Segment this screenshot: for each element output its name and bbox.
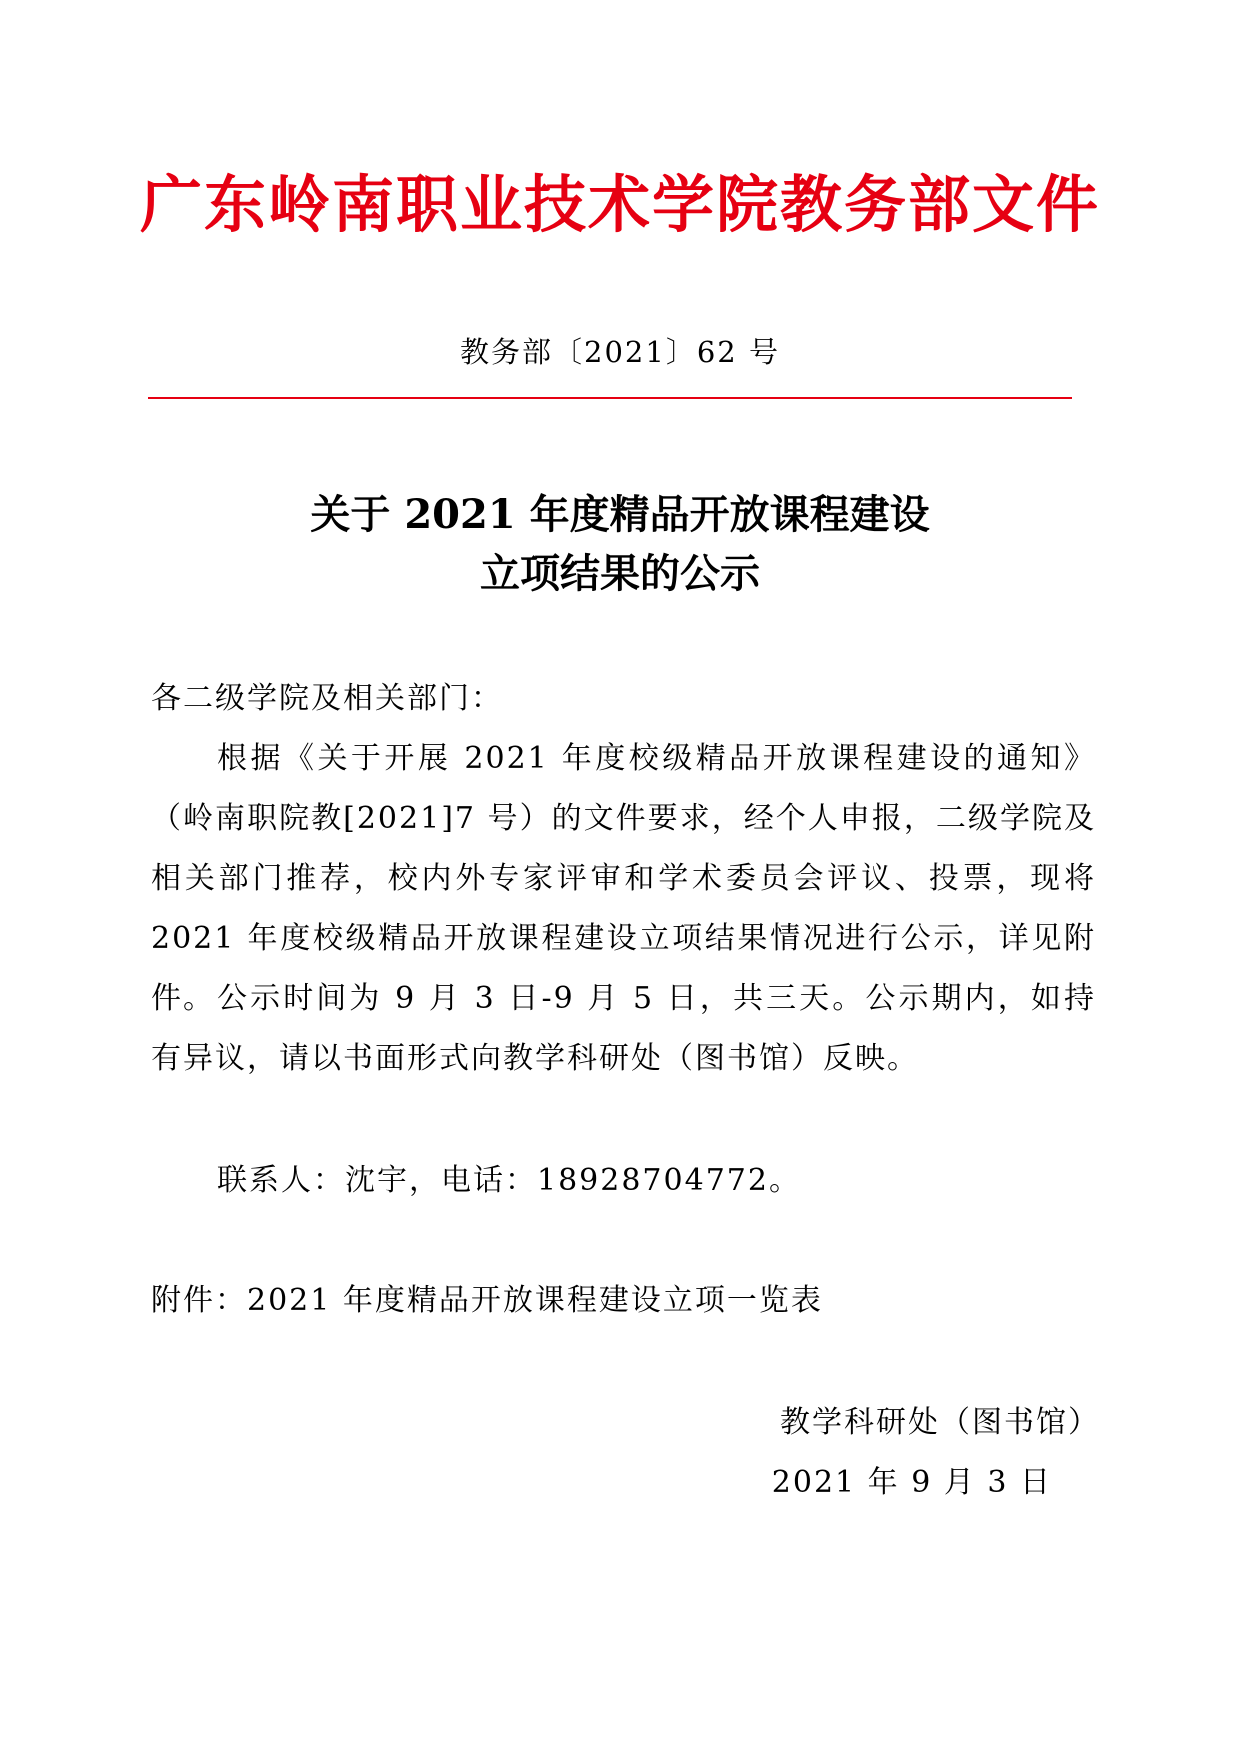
issue-date: 2021 年 9 月 3 日 xyxy=(771,1465,1052,1500)
body-paragraph-1: 根据《关于开展 2021 年度校级精品开放课程建设的通知》（岭南职院教[2021]7 号）的文件要求，经个人申报，二级学院及相关部门推荐，校内外专家评审和学术委员会评议、投票，现将 2021 年度校级精品开放课程建设立项结果情况进行公示，详见附件。 xyxy=(151,741,1096,1016)
attachment-line: 附件：2021 年度精品开放课程建设立项一览表 xyxy=(151,1283,823,1318)
document-number: 教务部〔2021〕62 号 xyxy=(460,335,780,369)
body-paragraph-2: 公示时间为 9 月 3 日-9 月 5 日，共三天。公示期内，如持有异议，请以书面形式向教学科研处（图书馆）反映。 xyxy=(151,981,1096,1076)
issuer-signature: 教学科研处（图书馆） xyxy=(780,1405,1100,1440)
document-title-line-2: 立项结果的公示 xyxy=(480,550,760,597)
salutation: 各二级学院及相关部门： xyxy=(151,681,503,716)
document-title-line-1: 关于 2021 年度精品开放课程建设 xyxy=(310,491,930,538)
document-header-title: 广东岭南职业技术学院教务部文件 xyxy=(139,168,1100,241)
red-divider-line xyxy=(148,397,1072,399)
contact-line: 联系人：沈宇，电话：18928704772。 xyxy=(217,1163,801,1198)
document-title xyxy=(0,485,1240,603)
